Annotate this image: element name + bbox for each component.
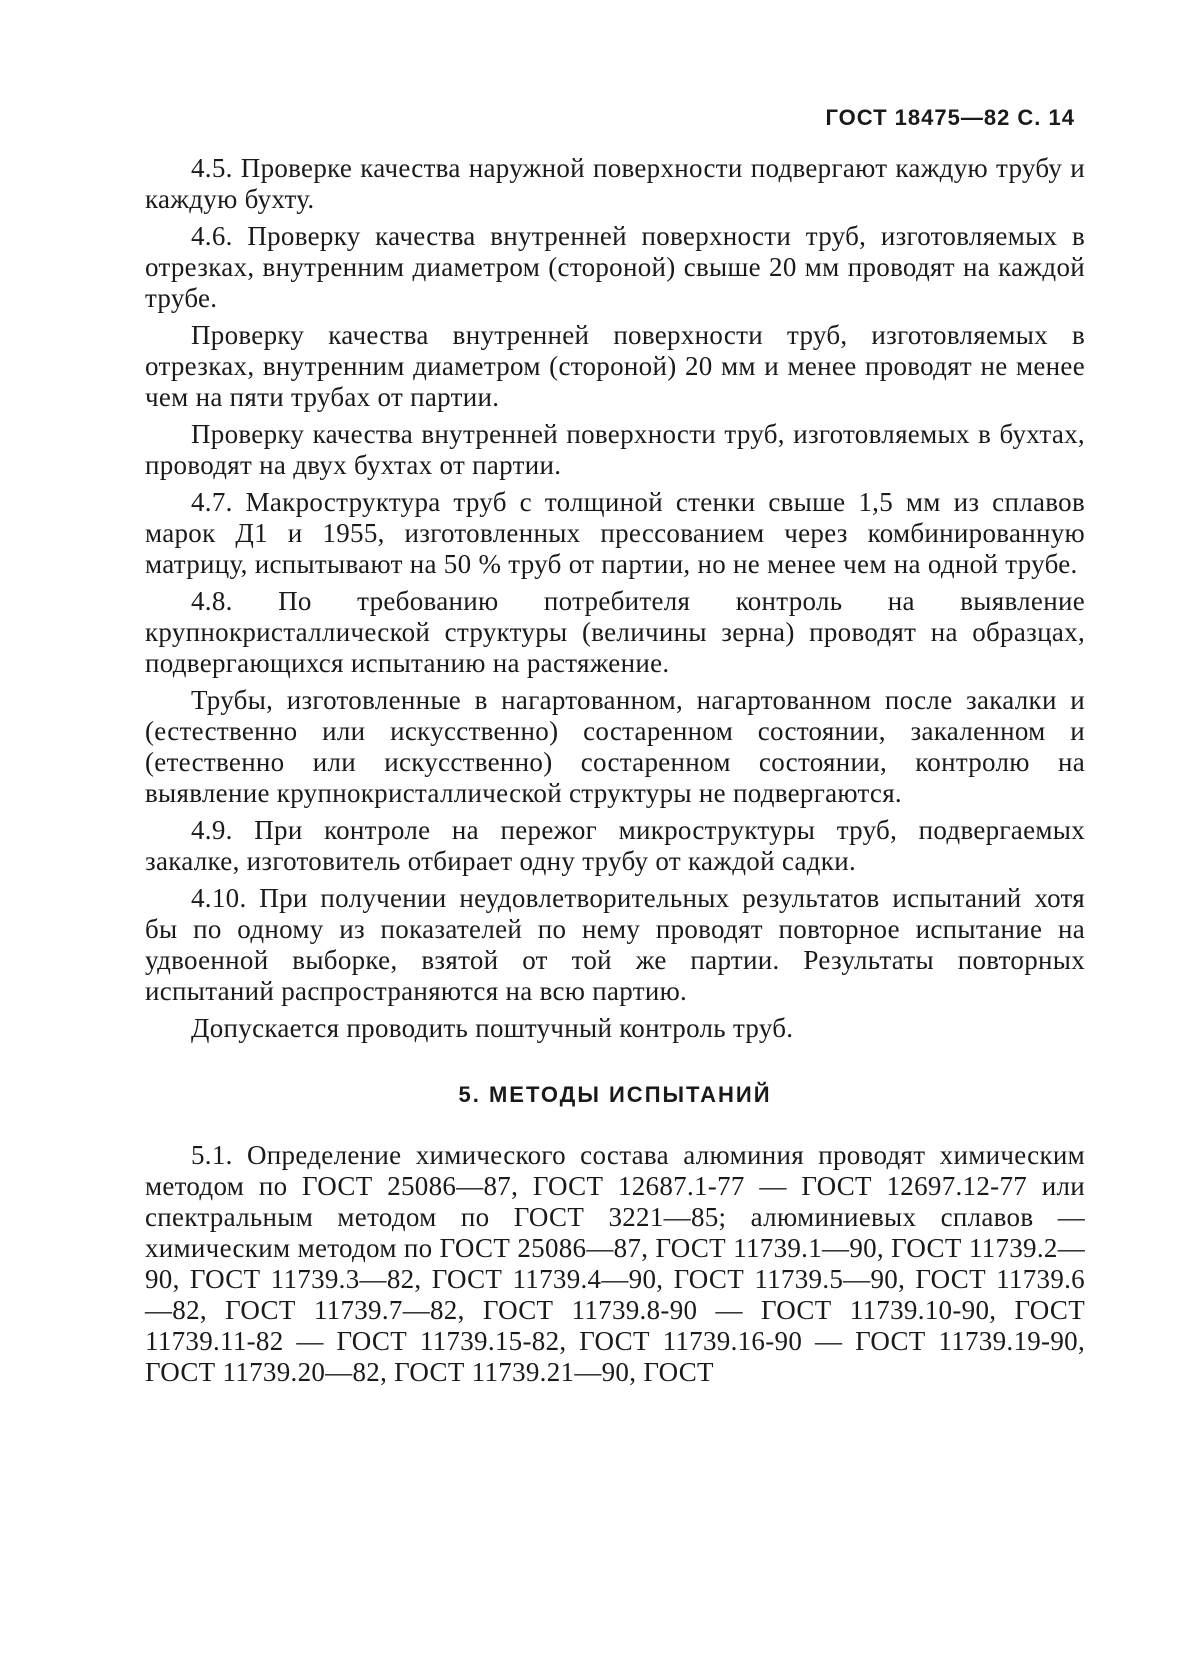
paragraph-4-6-cont-2: Проверку качества внутренней поверхности труб, изготовляемых в бухтах, проводят на двух бухтах от партии. [145,419,1085,480]
paragraph-4-10-cont: Допускается проводить поштучный контроль труб. [191,1013,794,1043]
paragraph-4-9: 4.9. При контроле на пережог микроструктуры труб, подвергаемых закалке, изготовитель отбирает одну трубу от каждой садки. [145,815,1085,876]
paragraph-4-7: 4.7. Макроструктура труб с толщиной стенки свыше 1,5 мм из сплавов марок Д1 и 1955, изготовленных прессованием через комбинированную матрицу, испытывают на 50 % труб от партии, но не менее чем на одной трубе. [145,487,1085,579]
section-title: 5. МЕТОДЫ ИСПЫТАНИЙ [458,1082,772,1107]
paragraph-4-6: 4.6. Проверку качества внутренней поверхности труб, изготовляемых в отрезках, внутренним диаметром (стороной) свыше 20 мм проводят на каждой трубе. [145,221,1085,313]
paragraph-4-8-cont: Трубы, изготовленные в нагартованном, нагартованном после закалки и (естественно или искусственно) состаренном состоянии, закаленном и (етественно или искусственно) состаренном состоянии, контролю на выявление крупнокристаллической структуры не подвергаются. [145,685,1085,808]
paragraph-4-5: 4.5. Проверке качества наружной поверхности подвергают каждую трубу и каждую бухту. [145,153,1085,214]
page-header: ГОСТ 18475—82 С. 14 [825,105,1075,130]
paragraph-4-10: 4.10. При получении неудовлетворительных результатов испытаний хотя бы по одному из показателей по нему проводят повторное испытание на удвоенной выборке, взятой от той же партии. Результаты повторных испытаний распространяются на всю партию. [145,883,1085,1006]
paragraph-4-8: 4.8. По требованию потребителя контроль на выявление крупнокристаллической структуры (величины зерна) проводят на образцах, подвергающихся испытанию на растяжение. [145,586,1085,678]
paragraph-5-1: 5.1. Определение химического состава алюминия проводят химическим методом по ГОСТ 25086—87, ГОСТ 12687.1-77 — ГОСТ 12697.12-77 или спектральным методом по ГОСТ 3221—85; алюминиевых сплавов — химическим методом по ГОСТ 25086—87, ГОСТ 11739.1—90, ГОСТ 11739.2—90, ГОСТ 11739.3—82, ГОСТ 11739.4—90, ГОСТ 11739.5—90, ГОСТ 11739.6—82, ГОСТ 11739.7—82, ГОСТ 11739.8-90 — ГОСТ 11739.10-90, ГОСТ 11739.11-82 — ГОСТ 11739.15-82, ГОСТ 11739.16-90 — ГОСТ 11739.19-90, ГОСТ 11739.20—82, ГОСТ 11739.21—90, ГОСТ [145,1140,1085,1387]
paragraph-4-6-cont-1: Проверку качества внутренней поверхности труб, изготовляемых в отрезках, внутренним диаметром (стороной) 20 мм и менее проводят не менее чем на пяти трубах от партии. [145,320,1085,412]
document-page [145,105,1085,1575]
